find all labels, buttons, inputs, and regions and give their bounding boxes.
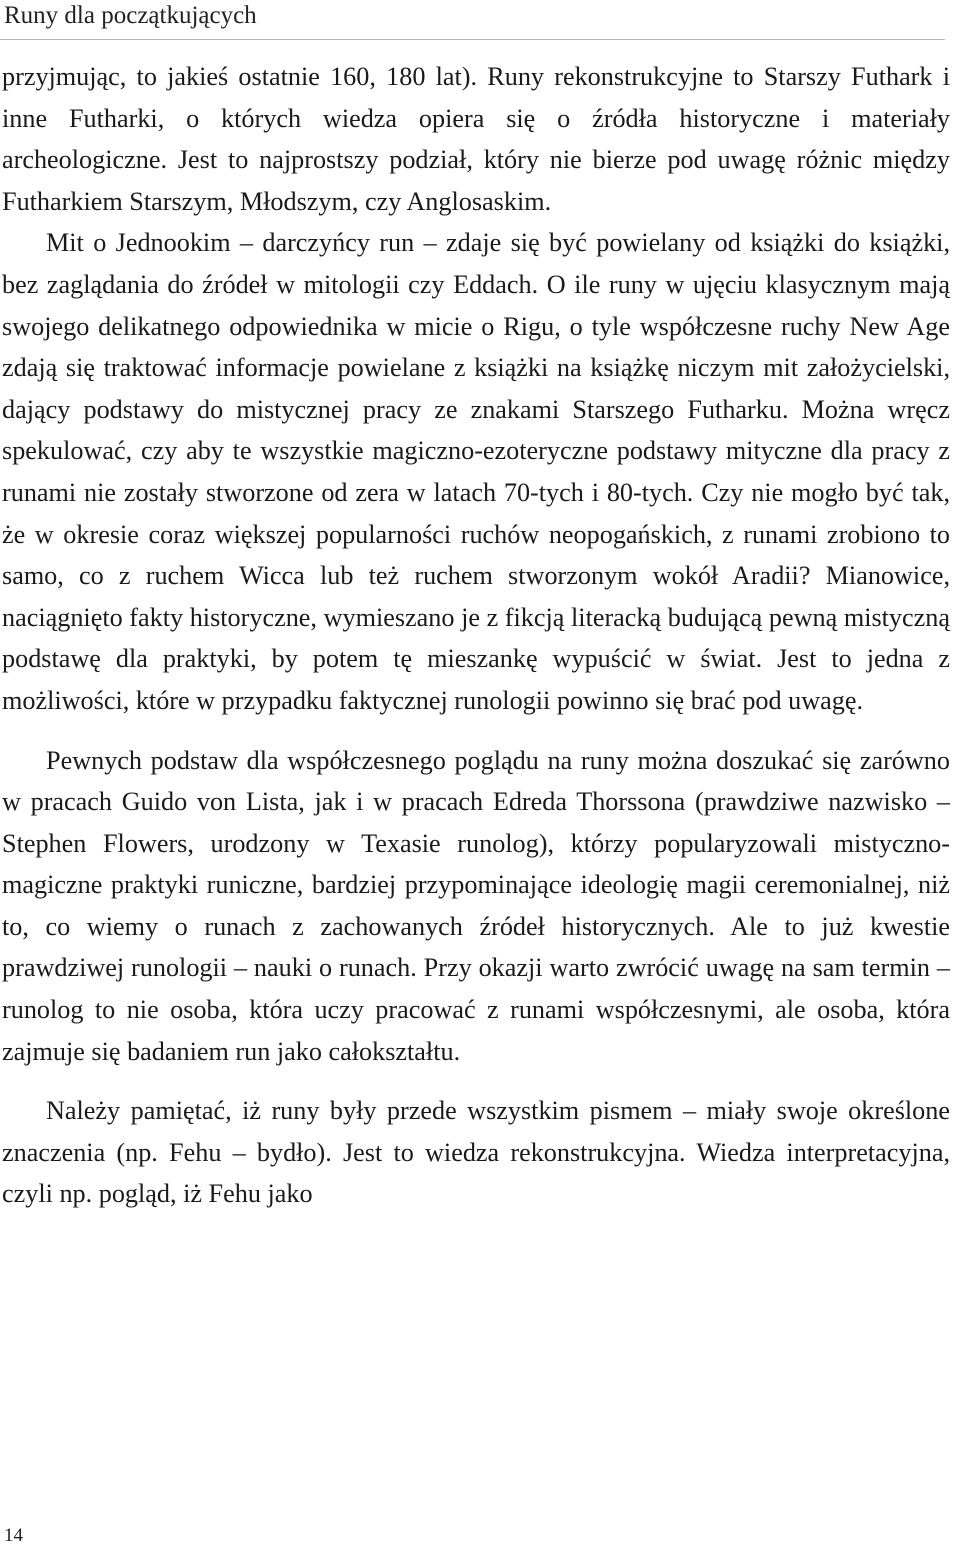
paragraph: Mit o Jednookim – darczyńcy run – zdaje się być powielany od książki do książki, bez zaglądania do źródeł w mitologii czy Eddach. O ile runy w ujęciu klasycznym mają swojego delikatnego odpowiednika w micie o Rigu, o tyle współczesne ruchy New Age zdają się traktować informacje powielane z książki na książkę niczym mit założycielski, dający podstawy do mistycznej pracy ze znakami Starszego Futharku. Można wręcz spekulować, czy aby te wszystkie magiczno-ezoteryczne podstawy mityczne dla pracy z runami nie zostały stworzone od zera w latach 70-tych i 80-tych. Czy nie mogło być tak, że w okresie coraz większej popularności ruchów neopogańskich, z runami zrobiono to samo, co z ruchem Wicca lub też ruchem stworzonym wokół Aradii? Mianowice, naciągnięto fakty historyczne, wymieszano je z fikcją literacką budującą pewną mistyczną podstawę dla praktyki, by potem tę mieszankę wypuścić w świat. Jest to jedna z możliwości, które w przypadku faktycznej runologii powinno się brać pod uwagę.: [2, 228, 950, 715]
page-number: 14: [4, 1525, 23, 1546]
paragraph-gap: [2, 722, 950, 740]
header-divider: [0, 39, 945, 40]
running-header: Runy dla początkujących: [4, 2, 257, 29]
paragraph: Pewnych podstaw dla współczesnego poglądu na runy można doszukać się zarówno w pracach Guido von Lista, jak i w pracach Edreda Thorssona (prawdziwe nazwisko – Stephen Flowers, urodzony w Texasie runolog), którzy popularyzowali mistyczno-magiczne praktyki runiczne, bardziej przypominające ideologię magii ceremonialnej, niż to, co wiemy o runach z zachowanych źródeł historycznych. Ale to już kwestie prawdziwej runologii – nauki o runach. Przy okazji warto zwrócić uwagę na sam termin – runolog to nie osoba, która uczy pracować z runami współczesnymi, ale osoba, która zajmuje się badaniem run jako całokształtu.: [2, 745, 950, 1066]
paragraph-gap: [2, 1072, 950, 1090]
paragraph: przyjmując, to jakieś ostatnie 160, 180 lat). Runy rekonstrukcyjne to Starszy Futhark i inne Futharki, o których wiedza opiera się o źródła historyczne i materiały archeologiczne. Jest to najprostszy podział, który nie bierze pod uwagę różnic między Futharkiem Starszym, Młodszym, czy Anglosaskim.: [2, 62, 950, 216]
body-text: [2, 56, 950, 1215]
paragraph: Należy pamiętać, iż runy były przede wszystkim pismem – miały swoje określone znaczenia (np. Fehu – bydło). Jest to wiedza rekonstrukcyjna. Wiedza interpretacyjna, czyli np. pogląd, iż Fehu jako: [2, 1096, 950, 1209]
